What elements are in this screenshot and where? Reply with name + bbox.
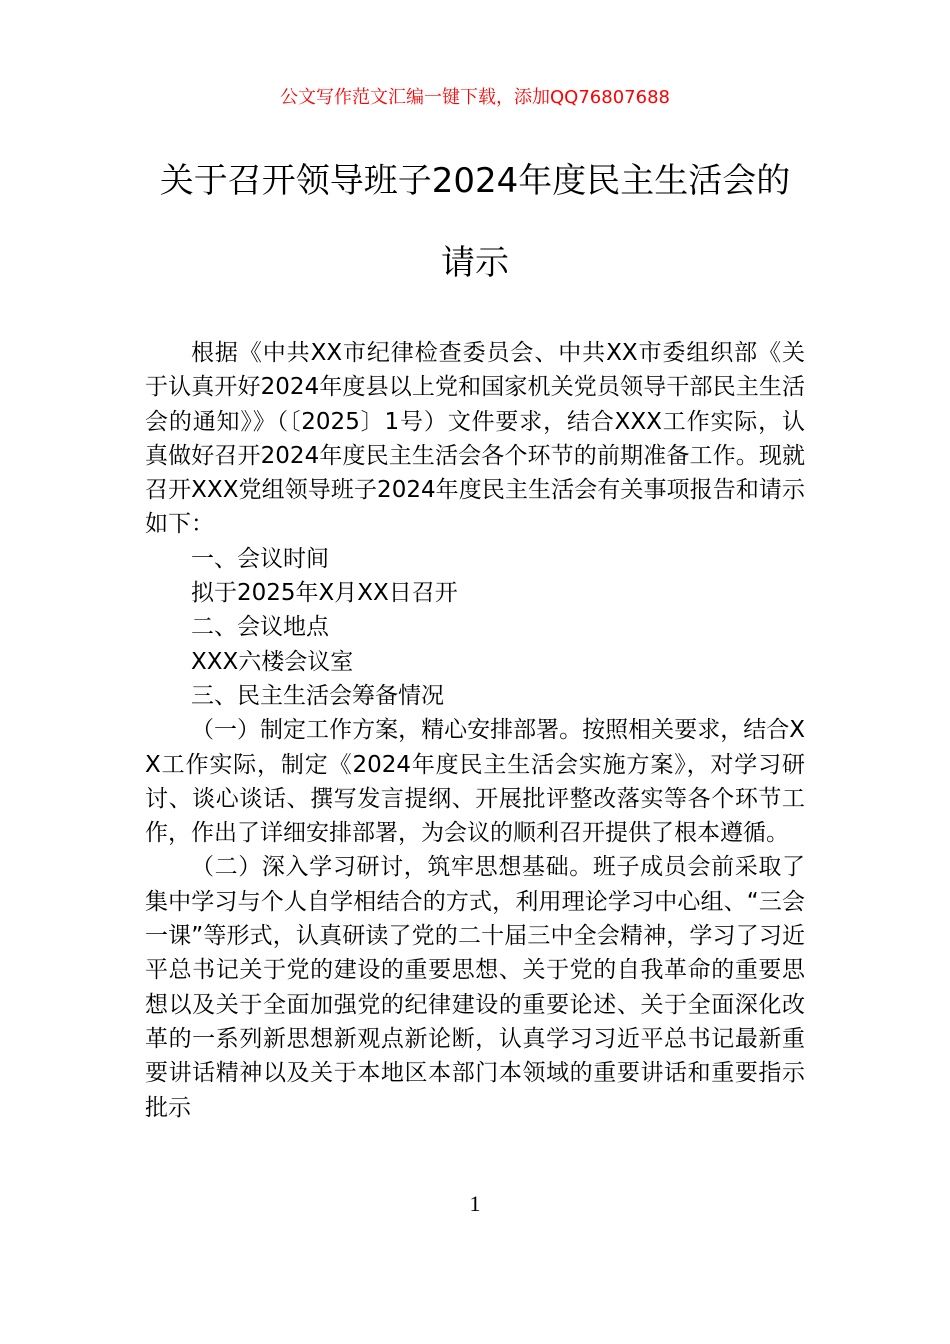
preparation-item-2: （二）深入学习研讨，筑牢思想基础。班子成员会前采取了集中学习与个人自学相结合的方式，利用理论学习中心组、“三会一课”等形式，认真研读了党的二十届三中全会精神，学习了习近平总书记关于党的建设的重要思想、关于党的自我革命的重要思想以及关于全面加强党的纪律建设的重要论述、关于全面深化改革的一系列新思想新观点新论断，认真学习习近平总书记最新重要讲话精神以及关于本地区本部门本领域的重要讲话和重要指示批示	[145, 854, 805, 1121]
page-number: 1	[469, 1191, 481, 1216]
section-heading-meeting-time: 一、会议时间	[191, 545, 329, 572]
preparation-item-1: （一）制定工作方案，精心安排部署。按照相关要求，结合XX工作实际，制定《2024年度民主生活会实施方案》，对学习研讨、谈心谈话、撰写发言提纲、开展批评整改落实等各个环节工作，作出了详细安排部署，为会议的顺利召开提供了根本遵循。	[145, 717, 805, 847]
meeting-location-text: XXX六楼会议室	[191, 648, 354, 675]
intro-paragraph: 根据《中共XX市纪律检查委员会、中共XX市委组织部《关于认真开好2024年度县以上党和国家机关党员领导干部民主生活会的通知》》（〔2025〕1号）文件要求，结合XXX工作实际，认真做好召开2024年度民主生活会各个环节的前期准备工作。现就召开XXX党组领导班子2024年度民主生活会有关事项报告和请示如下：	[145, 340, 805, 538]
section-heading-meeting-location: 二、会议地点	[191, 614, 329, 641]
title-line-1: 关于召开领导班子2024年度民主生活会的	[159, 161, 791, 201]
download-notice: 公文写作范文汇编一键下载，添加QQ76807688	[280, 87, 670, 108]
title-line-2: 请示	[441, 243, 509, 283]
document-title	[120, 140, 830, 304]
meeting-time-text: 拟于2025年X月XX日召开	[191, 580, 458, 607]
section-heading-preparation: 三、民主生活会筹备情况	[191, 682, 444, 709]
document-body	[145, 336, 805, 1125]
